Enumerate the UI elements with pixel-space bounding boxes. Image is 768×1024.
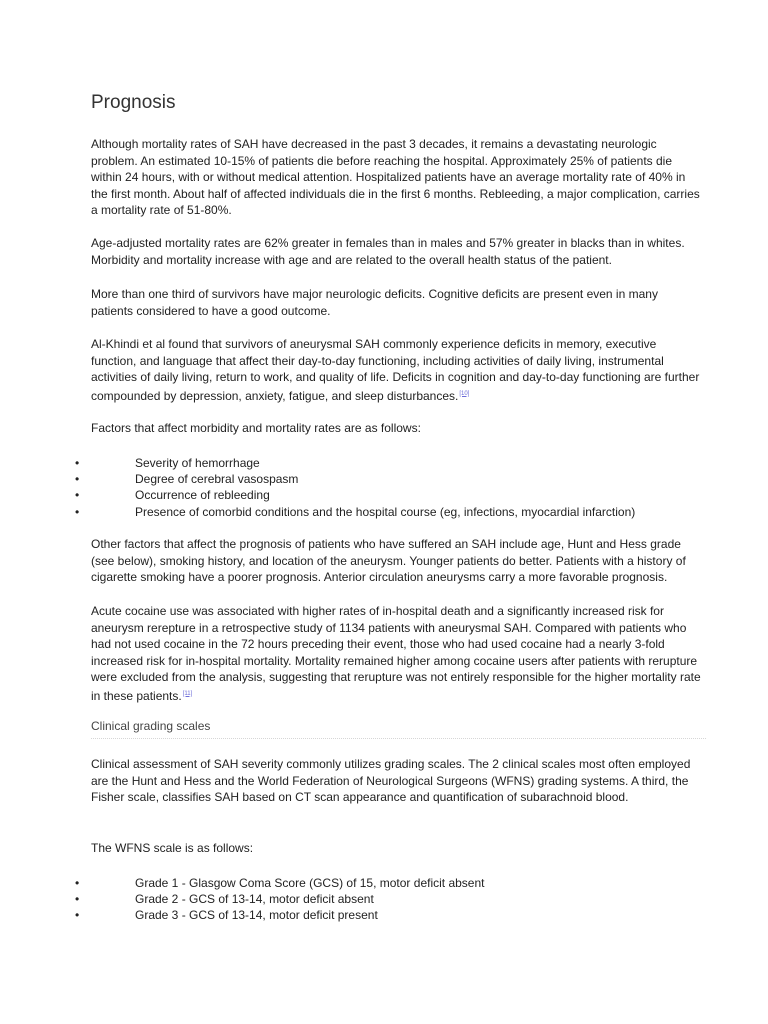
wfns-list [0,875,484,924]
bullet-icon: • [75,488,80,503]
list-item [0,891,484,907]
paragraph-grading-scales [91,756,701,806]
paragraph-cocaine [91,603,701,704]
list-item-text: Grade 2 - GCS of 13-14, motor deficit absent [135,892,374,907]
citation-link-10[interactable]: [10] [459,390,470,397]
paragraph-other-factors [91,536,701,586]
list-item [0,504,635,520]
list-item [0,487,635,503]
paragraph-text: Clinical assessment of SAH severity commonly utilizes grading scales. The 2 clinical scales most often employed are the Hunt and Hess and the World Federation of Neurological Surgeons (WFNS) grading systems. A third, the Fisher scale, classifies SAH based on CT scan appearance and quantification of subarachnoid blood. [91,757,691,804]
paragraph-text: Al-Khindi et al found that survivors of aneurysmal SAH commonly experience deficits in memory, executive function, and language that affect their day-to-day functioning, including activities of daily living, instrumental activities of daily living, return to work, and quality of life. Deficits in cognition and day-to-day functioning are further compounded by depression, anxiety, fatigue, and sleep disturbances. [91,337,700,403]
bullet-icon: • [75,504,80,519]
paragraph-factors-intro [91,420,701,437]
list-item-text: Presence of comorbid conditions and the hospital course (eg, infections, myocardial infarction) [135,504,636,519]
paragraph-text: The WFNS scale is as follows: [91,841,254,855]
paragraph-text: Other factors that affect the prognosis of patients who have suffered an SAH include age, Hunt and Hess grade (see below), smoking history, and location of the aneurysm. Younger patients do better. Patients with a history of cigarette smoking have a poorer prognosis. Anterior circulation aneurysms carry a more favorable prognosis. [91,537,686,584]
list-item [0,471,635,487]
list-item-text: Degree of cerebral vasospasm [135,472,299,487]
paragraph-mortality-overview [91,136,701,219]
list-item-text: Occurrence of rebleeding [135,488,270,503]
bullet-icon: • [75,908,80,923]
factors-list [0,455,635,520]
bullet-icon: • [75,456,80,470]
list-item [0,875,484,891]
list-item-text: Severity of hemorrhage [135,456,260,470]
list-item [0,907,484,923]
list-item [0,455,635,471]
section-heading: Clinical grading scales [91,719,706,739]
paragraph-age-adjusted [91,235,701,268]
list-item-text: Grade 1 - Glasgow Coma Score (GCS) of 15, motor deficit absent [135,876,485,890]
list-item-text: Grade 3 - GCS of 13-14, motor deficit present [135,908,378,923]
paragraph-text: Although mortality rates of SAH have decreased in the past 3 decades, it remains a devastating neurologic problem. An estimated 10-15% of patients die before reaching the hospital. Approximately 25% of patients die within 24 hours, with or without medical attention. Hospitalized patients have an average mortality rate of 40% in the first month. About half of affected individuals die in the first 6 months. Rebleeding, a major complication, carries a mortality rate of 51-80%. [91,137,700,217]
paragraph-text: Age-adjusted mortality rates are 62% greater in females than in males and 57% greater in blacks than in whites. Morbidity and mortality increase with age and are related to the overall health status of the patient. [91,236,685,267]
paragraph-al-khindi [91,336,701,404]
bullet-icon: • [75,876,80,890]
paragraph-text: Acute cocaine use was associated with higher rates of in-hospital death and a significantly increased risk for aneurysm rerepture in a retrospective study of 1134 patients with aneurysmal SAH. Compared with patients who had not used cocaine in the 72 hours preceding their event, those who had used cocaine had a nearly 3-fold increased risk for in-hospital mortality. Mortality remained higher among cocaine users after patients with rerupture were excluded from the analysis, suggesting that rerupture was not entirely responsible for the higher mortality rate in these patients. [91,604,701,703]
bullet-icon: • [75,472,80,487]
paragraph-text: Factors that affect morbidity and mortality rates are as follows: [91,421,421,435]
paragraph-text: More than one third of survivors have major neurologic deficits. Cognitive deficits are present even in many patients considered to have a good outcome. [91,287,658,318]
citation-link-11[interactable]: [11] [182,690,193,697]
page-title: Prognosis [91,92,176,113]
paragraph-wfns-intro [91,840,701,857]
bullet-icon: • [75,892,80,907]
paragraph-neurologic-deficits [91,286,701,319]
